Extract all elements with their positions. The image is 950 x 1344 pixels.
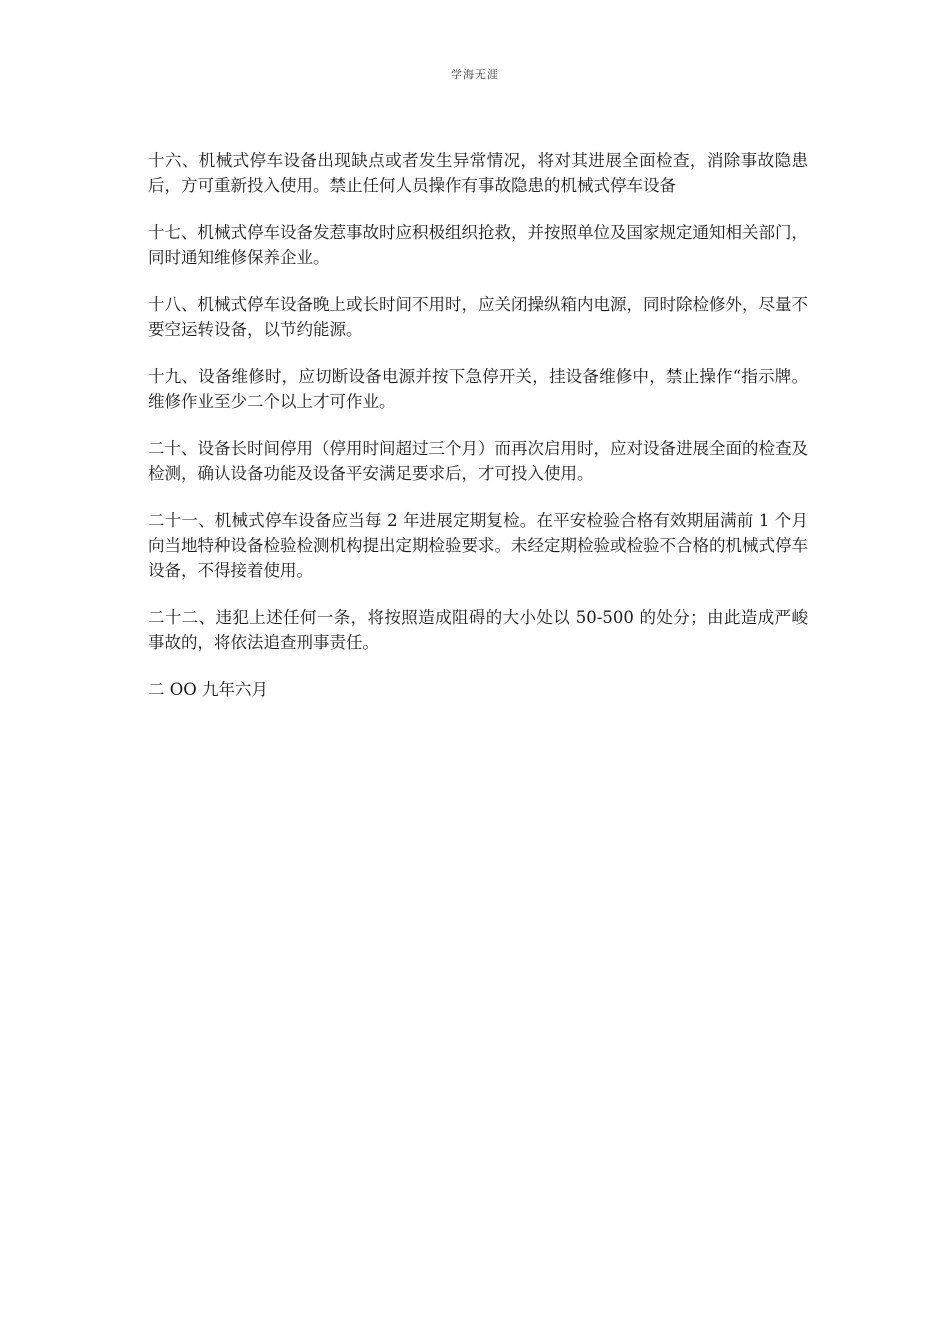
clause-17: 十七、机械式停车设备发惹事故时应积极组织抢救，并按照单位及国家规定通知相关部门，同时通知维修保养企业。	[148, 223, 808, 267]
clause-22: 二十二、违犯上述任何一条，将按照造成阻碍的大小处以 50-500 的处分；由此造成严峻事故的，将依法追查刑事责任。	[148, 608, 808, 652]
clause-19: 十九、设备维修时，应切断设备电源并按下急停开关，挂设备维修中，禁止操作“指示牌。维修作业至少二个以上才可作业。	[148, 367, 808, 411]
clause-20: 二十、设备长时间停用（停用时间超过三个月）而再次启用时，应对设备进展全面的检查及检测，确认设备功能及设备平安满足要求后，才可投入使用。	[148, 439, 808, 483]
page-header: 学海无涯	[451, 68, 499, 81]
clause-18: 十八、机械式停车设备晚上或长时间不用时，应关闭操纵箱内电源，同时除检修外，尽量不要空运转设备，以节约能源。	[148, 295, 808, 339]
clause-21: 二十一、机械式停车设备应当每 2 年进展定期复检。在平安检验合格有效期届满前 1 个月向当地特种设备检验检测机构提出定期检验要求。未经定期检验或检验不合格的机械式停车设备，不得接着使用。	[148, 511, 808, 580]
document-date: 二 OO 九年六月	[148, 680, 269, 699]
clause-16: 十六、机械式停车设备出现缺点或者发生异常情况，将对其进展全面检查，消除事故隐患后，方可重新投入使用。禁止任何人员操作有事故隐患的机械式停车设备	[148, 151, 808, 195]
document-body	[148, 148, 808, 702]
